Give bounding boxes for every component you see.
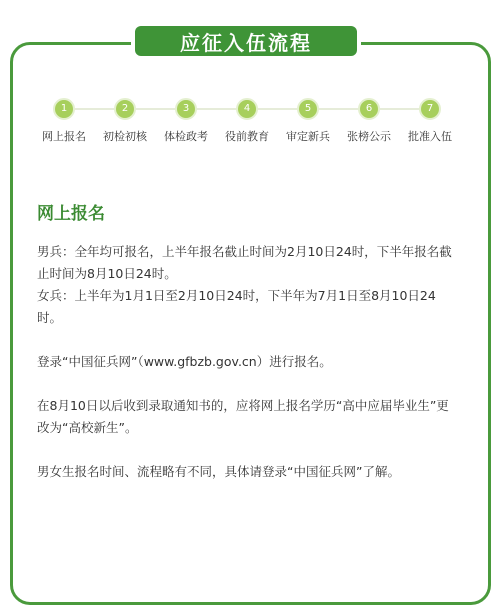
step-number-badge: 3 xyxy=(175,98,197,120)
page-title: 应征入伍流程 xyxy=(135,26,357,56)
step-number-badge: 1 xyxy=(53,98,75,120)
step-4 xyxy=(217,98,277,144)
female-registration-text: 女兵：上半年为1月1日至2月10日24时，下半年为7月1日至8月10日24时。 xyxy=(37,288,436,325)
male-registration-text: 男兵：全年均可报名，上半年报名截止时间为2月10日24时，下半年报名截止时间为8月10日24时。 xyxy=(37,244,452,281)
step-2 xyxy=(95,98,155,144)
step-6 xyxy=(339,98,399,144)
section-heading: 网上报名 xyxy=(37,204,105,224)
step-label: 批准入伍 xyxy=(408,130,452,143)
step-7 xyxy=(400,98,460,144)
step-3 xyxy=(156,98,216,144)
step-label: 初检初核 xyxy=(103,130,147,143)
admission-notice-text: 在8月10日以后收到录取通知书的，应将网上报名学历“高中应届毕业生”更改为“高校新生”。 xyxy=(37,398,449,435)
step-label: 网上报名 xyxy=(42,130,86,143)
step-number-badge: 5 xyxy=(297,98,319,120)
step-5 xyxy=(278,98,338,144)
title-banner xyxy=(131,22,361,60)
step-1 xyxy=(34,98,94,144)
step-label: 张榜公示 xyxy=(347,130,391,143)
differences-note-text: 男女生报名时间、流程略有不同，具体请登录“中国征兵网”了解。 xyxy=(37,464,400,479)
step-number-badge: 2 xyxy=(114,98,136,120)
step-label: 役前教育 xyxy=(225,130,269,143)
step-number-badge: 6 xyxy=(358,98,380,120)
step-number-badge: 7 xyxy=(419,98,441,120)
section-body xyxy=(37,241,457,483)
step-label: 审定新兵 xyxy=(286,130,330,143)
process-steps xyxy=(34,98,460,148)
login-instruction-text: 登录“中国征兵网”（www.gfbzb.gov.cn）进行报名。 xyxy=(37,354,332,369)
step-label: 体检政考 xyxy=(164,130,208,143)
step-number-badge: 4 xyxy=(236,98,258,120)
